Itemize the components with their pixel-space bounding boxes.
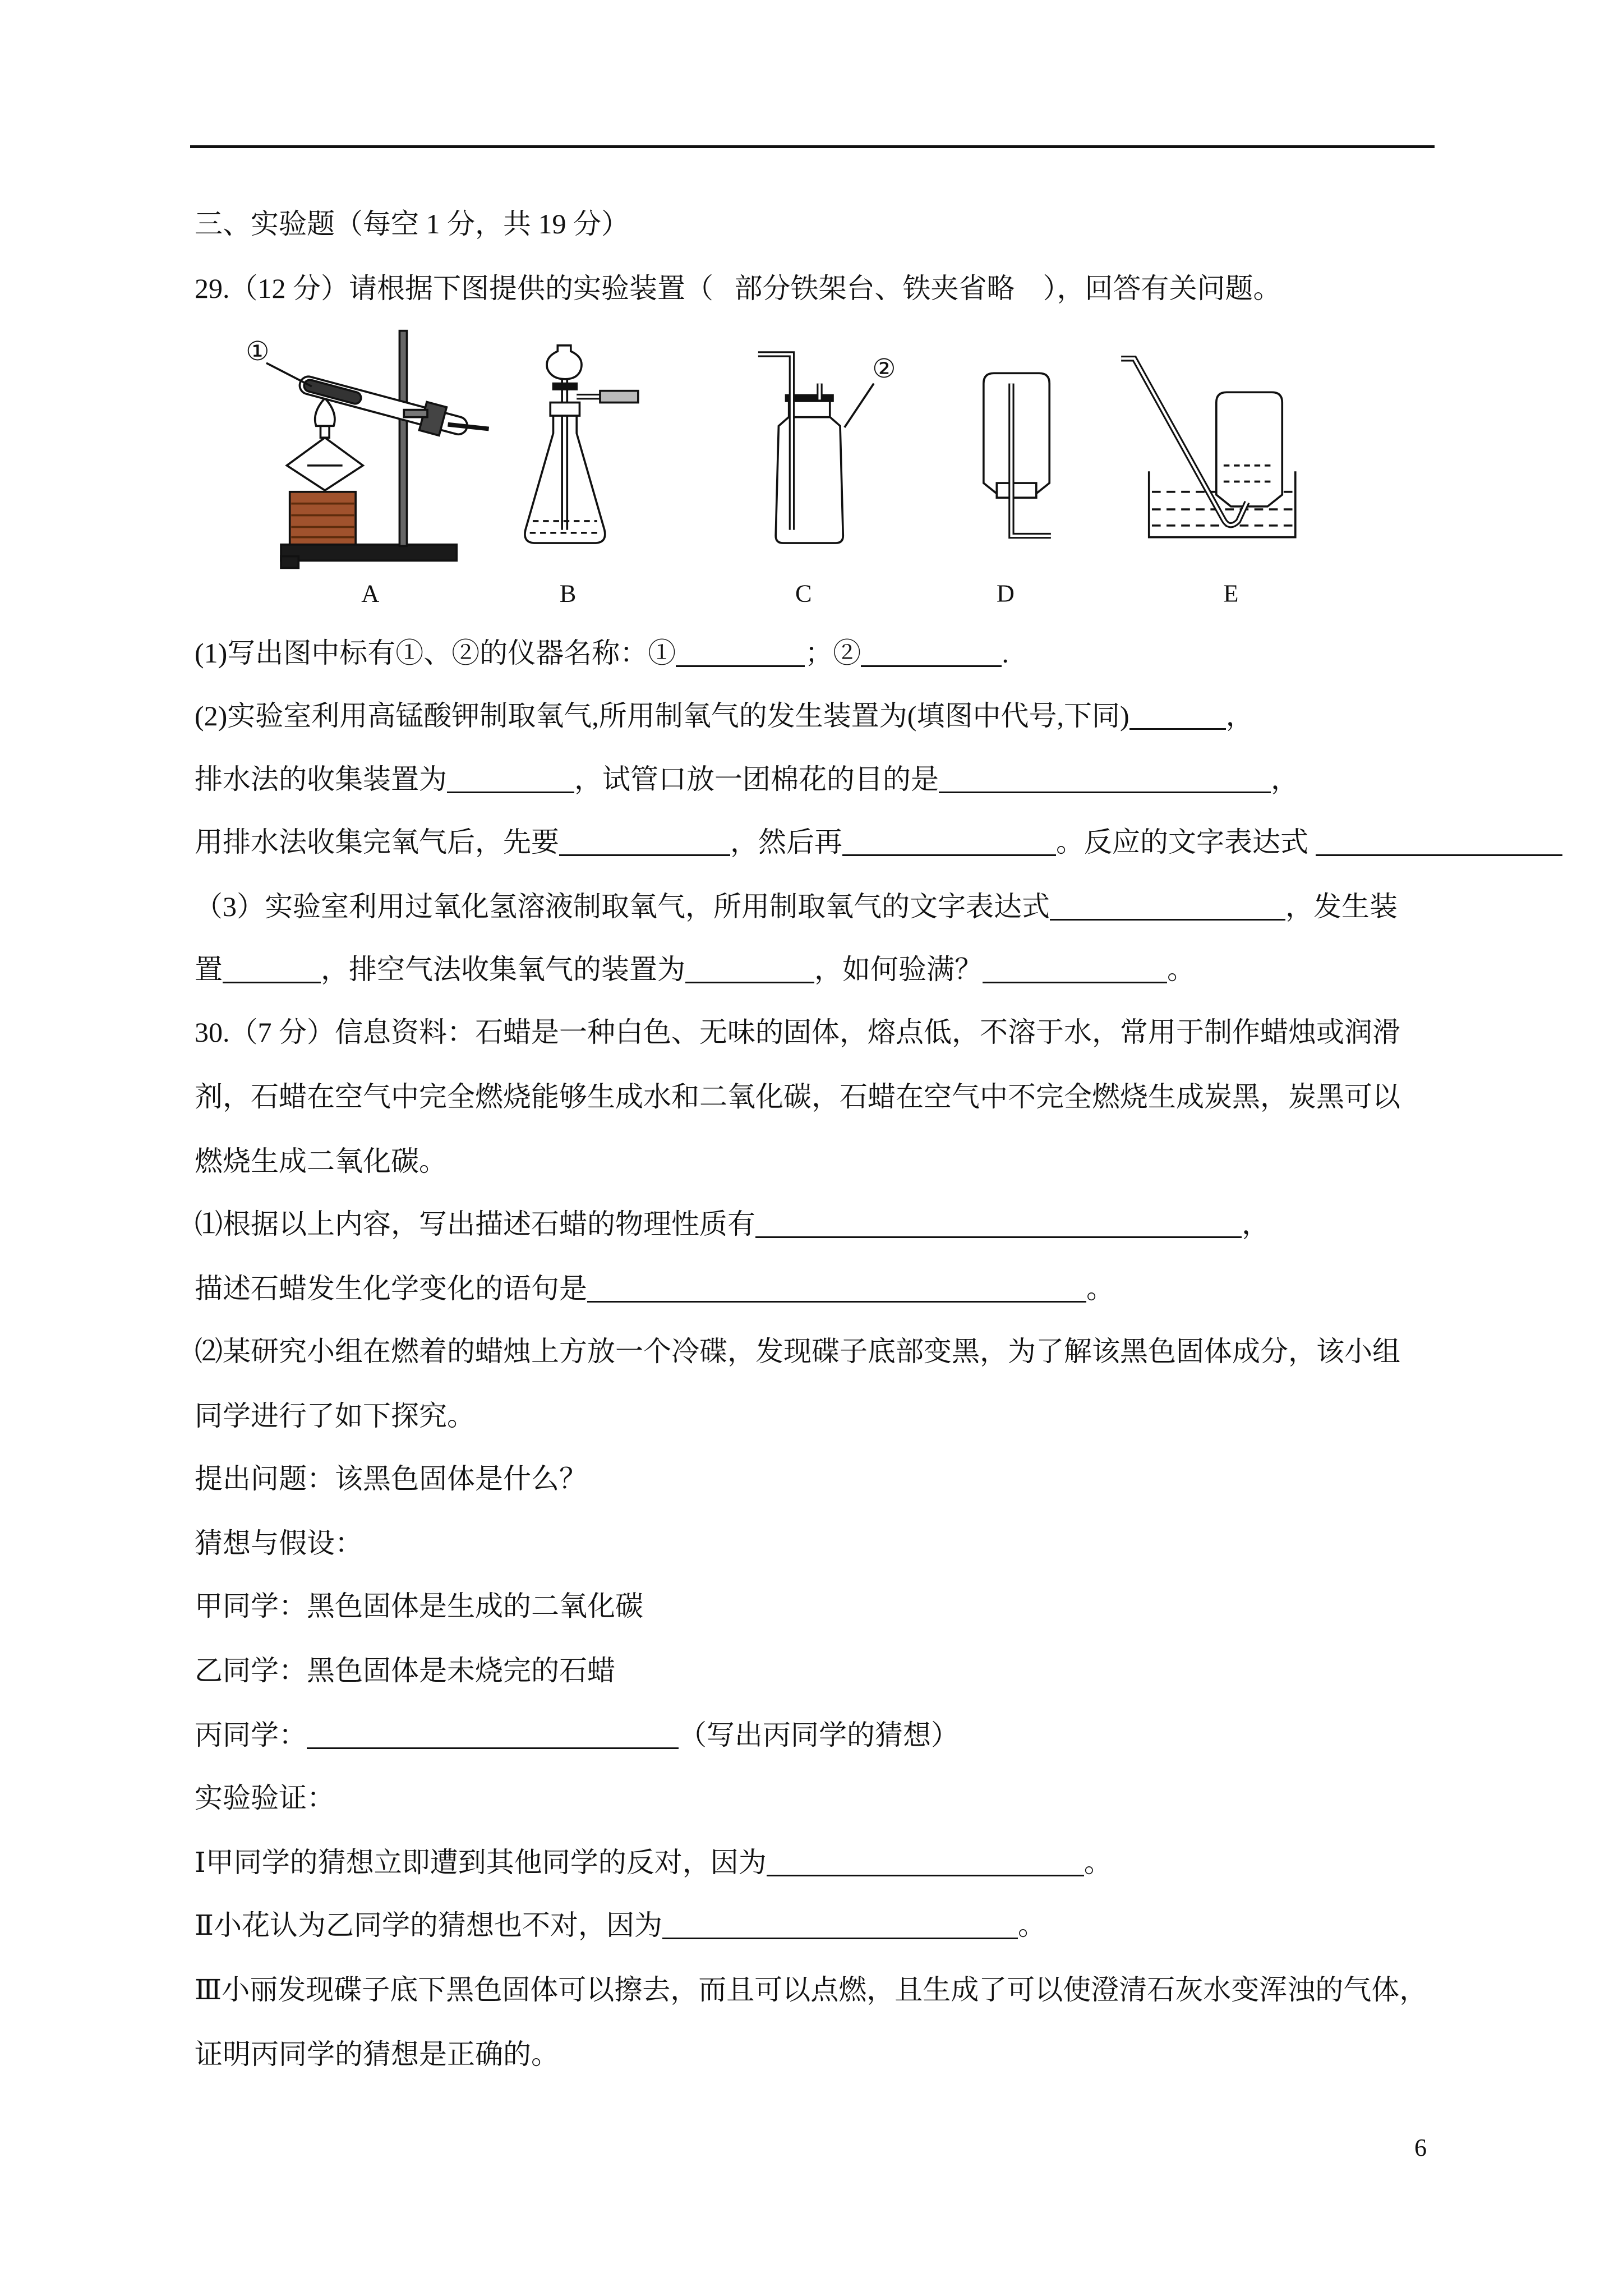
q30-hypothesis-heading xyxy=(195,1526,363,1567)
q30-sub2-line2 xyxy=(195,1399,475,1439)
question-text: ；② xyxy=(805,637,861,669)
question-text: 丙同学： xyxy=(195,1719,307,1751)
apparatus-label-e: E xyxy=(1223,579,1239,608)
section-title-text: 三、实验题（每空 1 分，共 19 分） xyxy=(195,208,629,240)
answer-blank xyxy=(983,981,1167,983)
collecting-bottle xyxy=(1216,392,1282,507)
question-text: 同学进行了如下探究。 xyxy=(195,1400,475,1432)
apparatus-a xyxy=(266,331,489,568)
answer-blank xyxy=(676,665,805,667)
answer-blank xyxy=(1129,728,1226,730)
question-text: (2)实验室利用高锰酸钾制取氧气,所用制氧气的发生装置为(填图中代号,下同) xyxy=(195,700,1129,731)
apparatus-e xyxy=(1121,358,1295,537)
question-text: 乙同学：黑色固体是未烧完的石蜡 xyxy=(195,1655,615,1686)
answer-blank xyxy=(447,791,574,793)
stopcock xyxy=(553,384,577,389)
section-title xyxy=(195,207,629,247)
lamp-flame xyxy=(315,398,335,426)
answer-blank xyxy=(842,854,1056,856)
question-text: 排水法的收集装置为 xyxy=(195,763,447,795)
apparatus-label-d: D xyxy=(996,579,1015,608)
header-rule xyxy=(190,145,1435,148)
question-text: ，如何验满？ xyxy=(814,954,983,985)
apparatus-c xyxy=(758,354,874,543)
question-text: . xyxy=(1002,637,1009,669)
apparatus-b xyxy=(525,346,638,543)
question-text: 提出问题：该黑色固体是什么？ xyxy=(195,1463,587,1494)
inverted-bottle xyxy=(984,373,1049,495)
answer-blank xyxy=(767,1874,1084,1876)
answer-blank xyxy=(685,981,814,983)
question-text: ， xyxy=(1271,763,1299,795)
q30-info-line3 xyxy=(195,1144,447,1185)
q29-part2-line2 xyxy=(195,762,1299,803)
callout-leader-2 xyxy=(845,384,874,427)
q29-stem xyxy=(195,272,1281,312)
question-text: ， xyxy=(1225,700,1254,731)
q30-hypothesis-yi xyxy=(195,1654,615,1694)
stand-foot xyxy=(281,556,298,568)
answer-blank xyxy=(223,981,321,983)
q29-part3-line1 xyxy=(195,890,1398,930)
q29-stem-text: 29.（12 分）请根据下图提供的实验装置（ 部分铁架台、铁夹省略 ），回答有关问题。 xyxy=(195,273,1281,304)
q30-question xyxy=(195,1462,587,1502)
question-text: 描述石蜡发生化学变化的语句是 xyxy=(195,1273,587,1304)
answer-blank xyxy=(1050,918,1285,921)
stand-rod xyxy=(399,331,407,546)
alcohol-lamp xyxy=(287,438,363,490)
q30-info-line1 xyxy=(195,1015,1400,1056)
question-text: ，然后再 xyxy=(730,826,842,858)
q29-part3-line2 xyxy=(195,953,1195,993)
q29-part2-line3 xyxy=(195,825,1562,866)
bottle-stopper xyxy=(997,483,1036,498)
question-text: ⑴根据以上内容，写出描述石蜡的物理性质有 xyxy=(195,1208,755,1240)
answer-blank xyxy=(307,1747,679,1749)
q30-verification-4 xyxy=(195,2037,559,2078)
question-text: 用排水法收集完氧气后，先要 xyxy=(195,826,559,858)
answer-blank xyxy=(1316,854,1562,856)
lamp-wick xyxy=(320,426,329,438)
question-text: ， xyxy=(1242,1208,1270,1240)
apparatus-figure xyxy=(190,322,1449,615)
question-text: （3）实验室利用过氧化氢溶液制取氧气，所用制取氧气的文字表达式 xyxy=(195,891,1050,922)
question-text: 30.（7 分）信息资料：石蜡是一种白色、无味的固体，熔点低，不溶于水，常用于制作蜡烛或润滑 xyxy=(195,1016,1400,1048)
apparatus-label-c: C xyxy=(795,579,812,608)
question-text: 甲同学：黑色固体是生成的二氧化碳 xyxy=(195,1590,643,1622)
rubber-tube xyxy=(600,391,638,403)
q29-part2-line1 xyxy=(195,699,1254,739)
answer-blank xyxy=(861,665,1002,667)
question-text: 剂，石蜡在空气中完全燃烧能够生成水和二氧化碳，石蜡在空气中不完全燃烧生成炭黑，炭黑可以 xyxy=(195,1081,1400,1112)
q30-verification-2 xyxy=(195,1908,1046,1949)
callout-leader-1 xyxy=(266,363,312,386)
question-text: 。 xyxy=(1083,1847,1112,1878)
funnel-bulb xyxy=(547,346,582,379)
gas-bottle xyxy=(776,416,843,543)
q30-info-line2 xyxy=(195,1080,1400,1120)
callout-2: ② xyxy=(872,353,896,385)
question-text: 实验验证： xyxy=(195,1782,335,1814)
question-text: Ⅰ甲同学的猜想立即遭到其他同学的反对，因为 xyxy=(195,1847,767,1878)
q30-verification-1 xyxy=(195,1846,1112,1886)
question-text: ，发生装 xyxy=(1285,891,1398,922)
answer-blank xyxy=(587,1300,1086,1303)
question-text: 置 xyxy=(195,954,223,985)
apparatus-label-a: A xyxy=(361,579,380,608)
question-text: 证明丙同学的猜想是正确的。 xyxy=(195,2039,559,2070)
apparatus-label-b: B xyxy=(559,579,577,608)
question-text: 猜想与假设： xyxy=(195,1527,363,1559)
q30-hypothesis-jia xyxy=(195,1589,643,1630)
flask-stopper xyxy=(550,403,579,416)
bottle-stopper xyxy=(789,399,830,417)
q30-sub2-line1 xyxy=(195,1335,1400,1375)
answer-blank xyxy=(755,1236,1242,1238)
question-text: (1)写出图中标有①、②的仪器名称：① xyxy=(195,637,676,669)
q30-hypothesis-bing xyxy=(195,1718,959,1759)
page-number: 6 xyxy=(1414,2134,1427,2161)
question-text: 燃烧生成二氧化碳。 xyxy=(195,1145,447,1177)
stand-base xyxy=(281,545,457,561)
question-text: ，试管口放一团棉花的目的是 xyxy=(574,763,939,795)
answer-blank xyxy=(939,791,1271,793)
q29-part1 xyxy=(195,636,1009,677)
answer-blank xyxy=(559,854,730,856)
question-text: 。 xyxy=(1167,954,1195,985)
question-text: ，排空气法收集氧气的装置为 xyxy=(321,954,685,985)
q30-verification-heading xyxy=(195,1781,335,1821)
callout-1: ① xyxy=(246,335,270,367)
apparatus-d xyxy=(984,373,1051,536)
question-text: 。 xyxy=(1017,1910,1046,1941)
q30-verification-3 xyxy=(195,1973,1427,2013)
question-text: ⑵某研究小组在燃着的蜡烛上方放一个冷碟，发现碟子底部变黑，为了解该黑色固体成分，该小组 xyxy=(195,1336,1400,1367)
question-text: 。反应的文字表达式 xyxy=(1056,826,1316,858)
q30-sub1-line2 xyxy=(195,1272,1114,1312)
q30-sub1-line1 xyxy=(195,1207,1270,1248)
question-text: 。 xyxy=(1086,1273,1114,1304)
answer-blank xyxy=(662,1937,1018,1939)
question-text: （写出丙同学的猜想） xyxy=(679,1719,959,1751)
question-text: Ⅲ小丽发现碟子底下黑色固体可以擦去，而且可以点燃，且生成了可以使澄清石灰水变浑浊的气体， xyxy=(195,1974,1428,2005)
question-text: Ⅱ小花认为乙同学的猜想也不对，因为 xyxy=(195,1910,662,1941)
conical-flask xyxy=(525,410,605,544)
clamp-arm xyxy=(404,410,427,417)
